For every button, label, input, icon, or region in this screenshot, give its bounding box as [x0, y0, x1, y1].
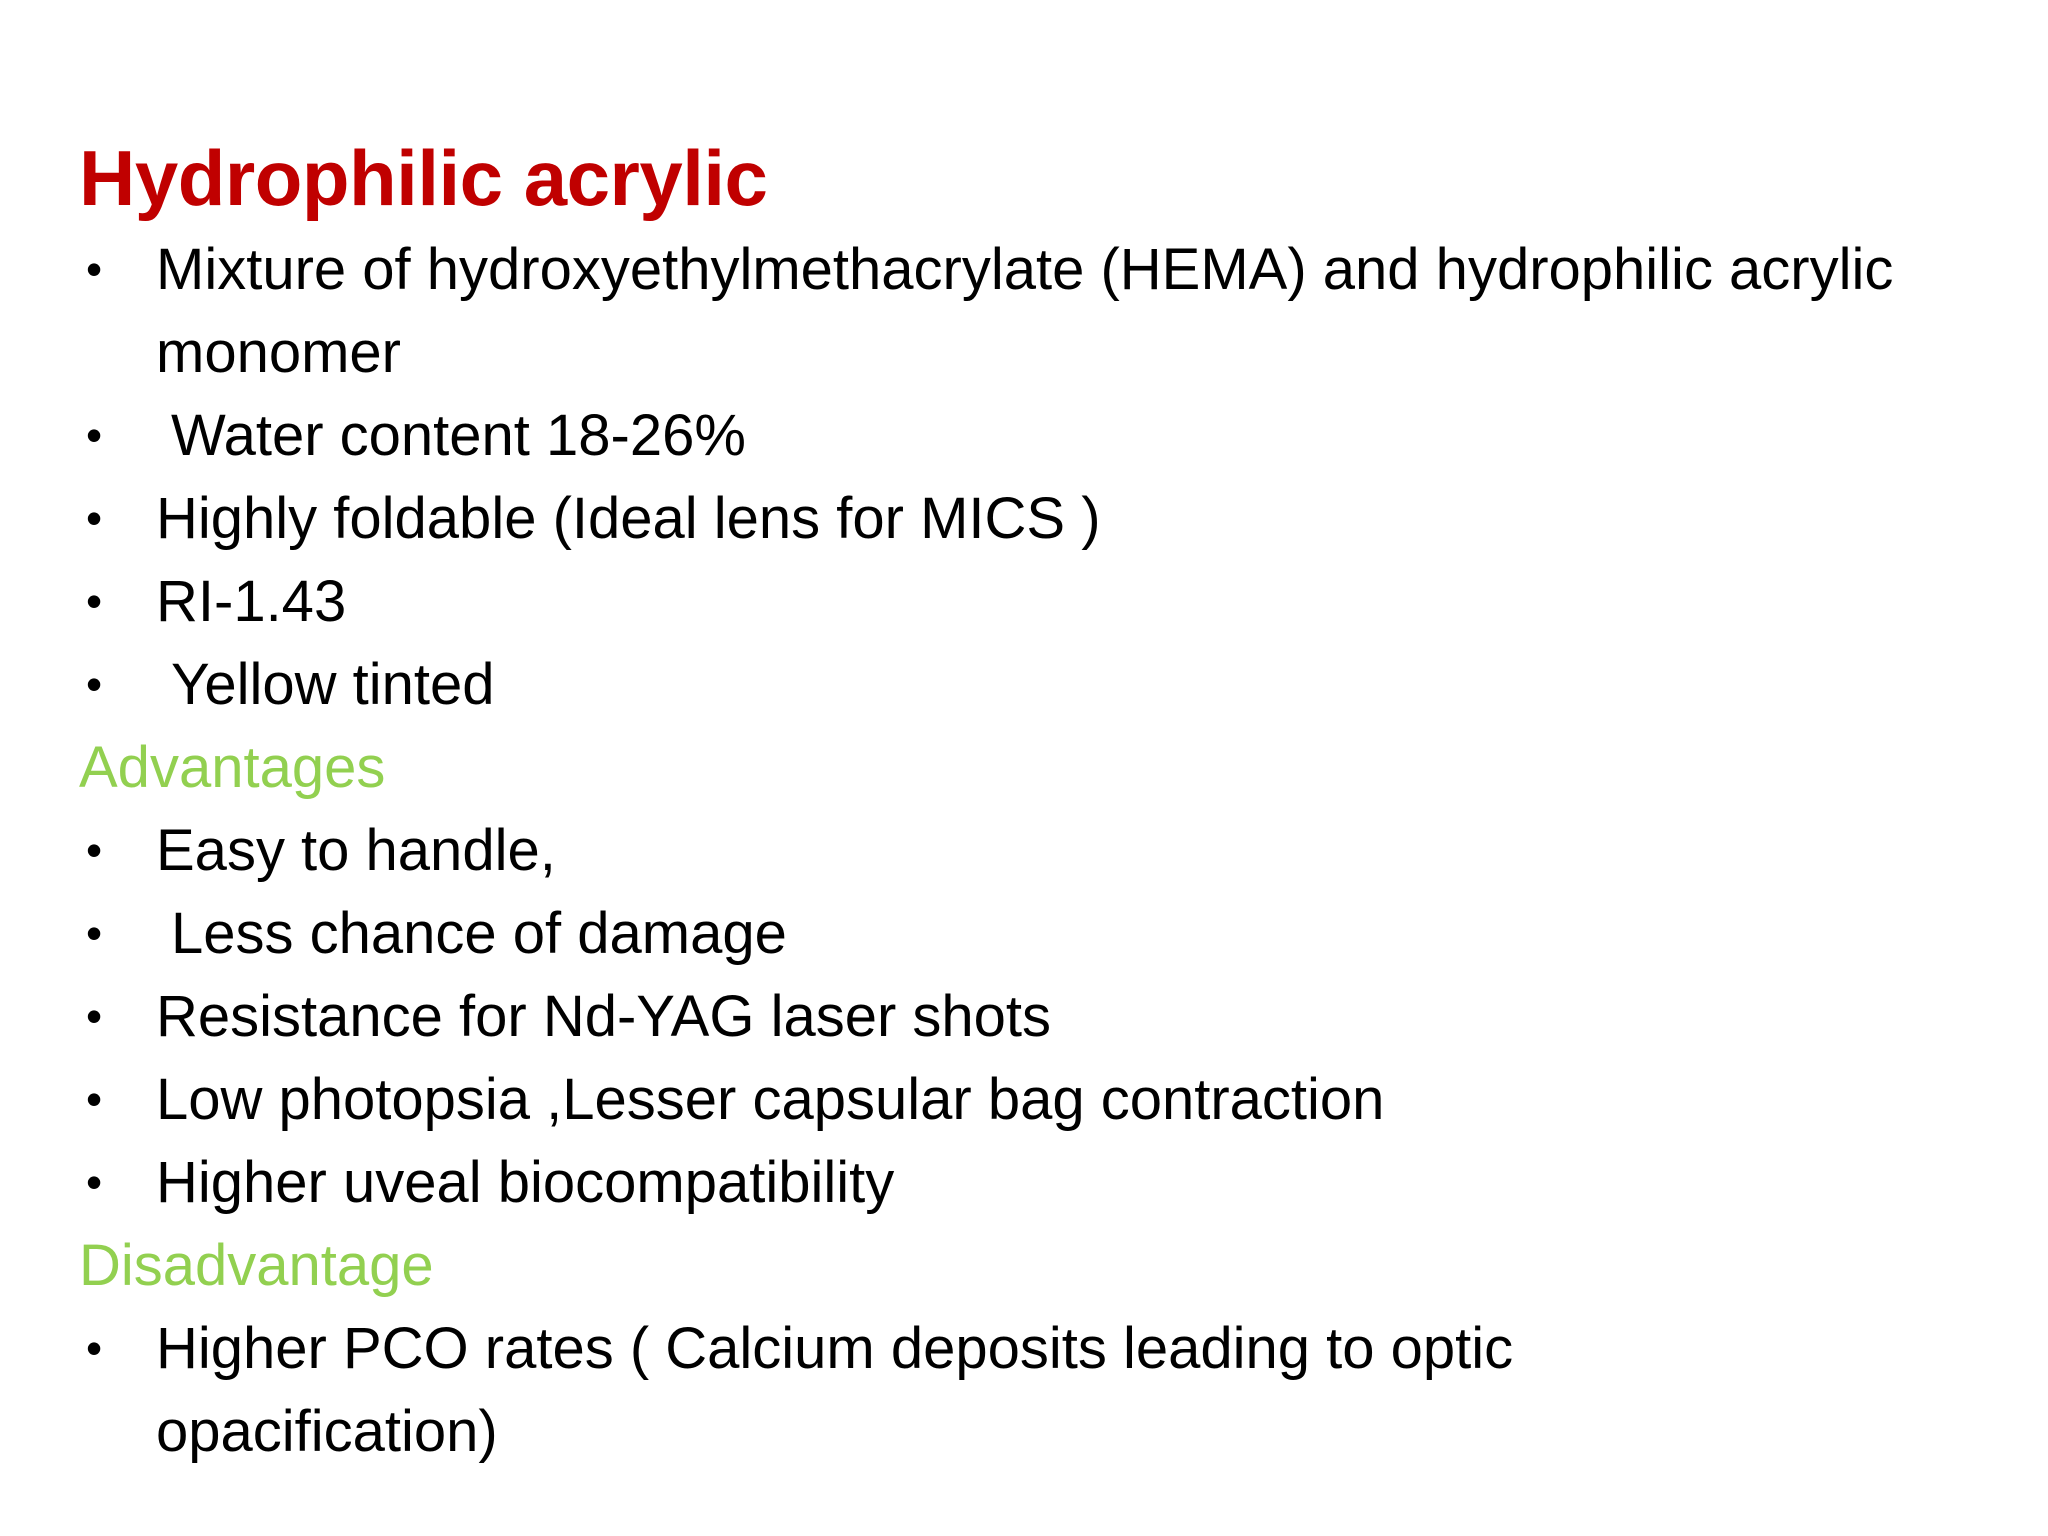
disadvantage-heading: Disadvantage	[79, 1233, 434, 1298]
list-item	[79, 1307, 1716, 1473]
bullet-icon: •	[85, 1073, 103, 1125]
disadvantage-text: Higher PCO rates ( Calcium deposits leading to optic opacification)	[156, 1316, 1514, 1464]
advantage-text: Easy to handle,	[156, 818, 556, 883]
advantages-heading: Advantages	[79, 735, 386, 800]
disadvantages-list	[79, 1307, 1979, 1473]
list-item	[79, 643, 1979, 726]
list-item	[79, 1058, 1979, 1141]
advantage-text: Higher uveal biocompatibility	[156, 1150, 895, 1215]
list-item	[79, 1141, 1979, 1224]
property-text: Water content 18-26%	[171, 403, 746, 468]
properties-list	[79, 228, 1979, 726]
list-item	[79, 975, 1979, 1058]
list-item	[79, 228, 1976, 394]
advantages-list	[79, 809, 1979, 1224]
bullet-icon: •	[85, 575, 103, 627]
property-text: RI-1.43	[156, 569, 347, 634]
bullet-icon: •	[85, 990, 103, 1042]
bullet-icon: •	[85, 1156, 103, 1208]
list-item	[79, 560, 1979, 643]
bullet-icon: •	[85, 1322, 103, 1374]
bullet-icon: •	[85, 492, 103, 544]
bullet-icon: •	[85, 824, 103, 876]
bullet-icon: •	[85, 243, 103, 295]
slide-title: Hydrophilic acrylic	[79, 134, 768, 222]
advantage-text: Low photopsia ,Lesser capsular bag contraction	[156, 1067, 1385, 1132]
property-text: Yellow tinted	[171, 652, 495, 717]
slide-content	[79, 128, 1979, 1473]
advantage-text: Resistance for Nd-YAG laser shots	[156, 984, 1052, 1049]
list-item	[79, 394, 1979, 477]
bullet-icon: •	[85, 409, 103, 461]
property-text: Highly foldable (Ideal lens for MICS )	[156, 486, 1101, 551]
bullet-icon: •	[85, 907, 103, 959]
advantage-text: Less chance of damage	[171, 901, 787, 966]
property-text: Mixture of hydroxyethylmethacrylate (HEMA) and hydrophilic acrylic monomer	[156, 237, 1894, 385]
list-item	[79, 477, 1979, 560]
list-item	[79, 809, 1979, 892]
list-item	[79, 892, 1979, 975]
bullet-icon: •	[85, 658, 103, 710]
